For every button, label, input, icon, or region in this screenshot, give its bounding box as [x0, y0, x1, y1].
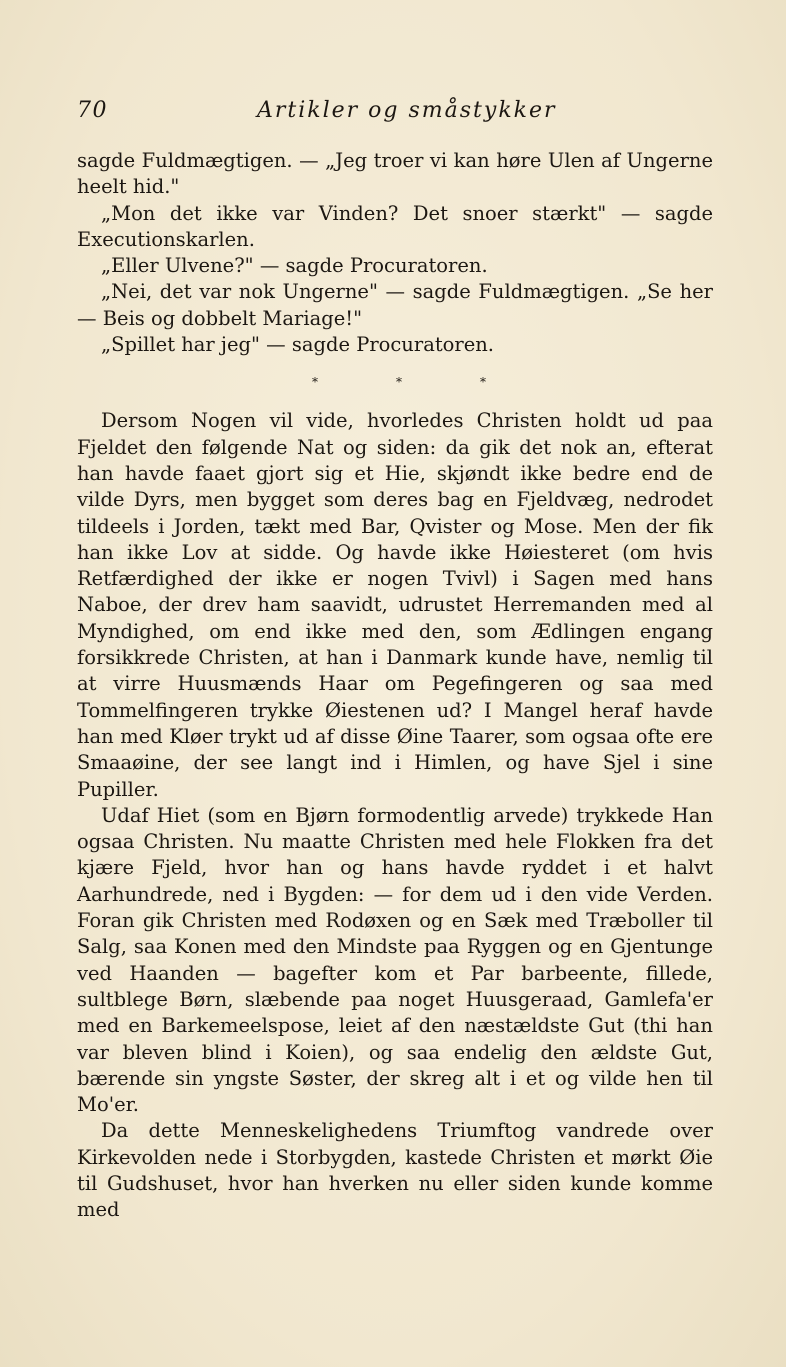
body-paragraph: Dersom Nogen vil vide, hvorledes Christen holdt ud paa Fjeldet den følgende Nat og siden: da gik det nok an, efterat han havde faaet gjort sig et Hie, skjøndt ikke bedre end de vilde Dyrs, men bygget som deres bag en Fjeldvæg, nedrodet tildeels i Jorden, tækt med Bar, Qvister og Mose. Men der fik han ikke Lov at sidde. Og havde ikke Høiesteret (om hvis Retfærdighed der ikke er nogen Tvivl) i Sagen med hans Naboe, der drev ham saavidt, udrustet Herremanden med al Myndighed, om end ikke med den, som Ædlingen engang forsikkrede Christen, at han i Danmark kunde have, nemlig til at virre Huusmænds Haar om Pegefingeren og saa med Tommelfingeren trykke Øiestenen ud? I Mangel heraf havde han med Kløer trykt ud af disse Øine Taarer, som ogsaa ofte ere Smaaøine, der see langt ind i Himlen, og have Sjel i sine Pupiller.	[77, 409, 713, 801]
separator-star: *	[480, 375, 486, 390]
dialogue-line: „Eller Ulvene?" — sagde Procuratoren.	[101, 254, 488, 278]
text-block	[77, 148, 713, 1224]
section-separator	[77, 358, 713, 406]
dialogue-line: sagde Fuldmægtigen. — „Jeg troer vi kan høre Ulen af Ungerne heelt hid."	[77, 149, 713, 199]
dialogue-line: „Mon det ikke var Vinden? Det snoer stærkt" — sagde Executionskarlen.	[77, 201, 713, 251]
page-number: 70	[77, 98, 108, 123]
dialogue-line: „Nei, det var nok Ungerne" — sagde Fuldmægtigen. „Se her — Beis og dobbelt Mariage!"	[77, 280, 713, 330]
running-head: Artikler og småstykker	[257, 98, 557, 123]
page-header	[77, 98, 717, 132]
body-paragraph: Udaf Hiet (som en Bjørn formodentlig arvede) trykkede Han ogsaa Christen. Nu maatte Christen med hele Flokken fra det kjære Fjeld, hvor han og hans havde ryddet i et halvt Aarhundrede, ned i Bygden: — for dem ud i den vide Verden. Foran gik Christen med Rodøxen og en Sæk med Træboller til Salg, saa Konen med den Mindste paa Ryggen og en Gjentunge ved Haanden — bagefter kom et Par barbeente, fillede, sultblege Børn, slæbende paa noget Huusgeraad, Gamlefa'er med en Barkemeelspose, leiet af den næstældste Gut (thi han var bleven blind i Koien), og saa endelig den ældste Gut, bærende sin yngste Søster, der skreg alt i et og vilde hen til Mo'er.	[77, 803, 713, 1117]
body-paragraph: Da dette Menneskelighedens Triumftog vandrede over Kirkevolden nede i Storbygden, kastede Christen et mørkt Øie til Gudshuset, hvor han hverken nu eller siden kunde komme med	[77, 1119, 713, 1222]
separator-star: *	[312, 375, 318, 390]
dialogue-line: „Spillet har jeg" — sagde Procuratoren.	[101, 333, 495, 357]
separator-star: *	[396, 375, 402, 390]
